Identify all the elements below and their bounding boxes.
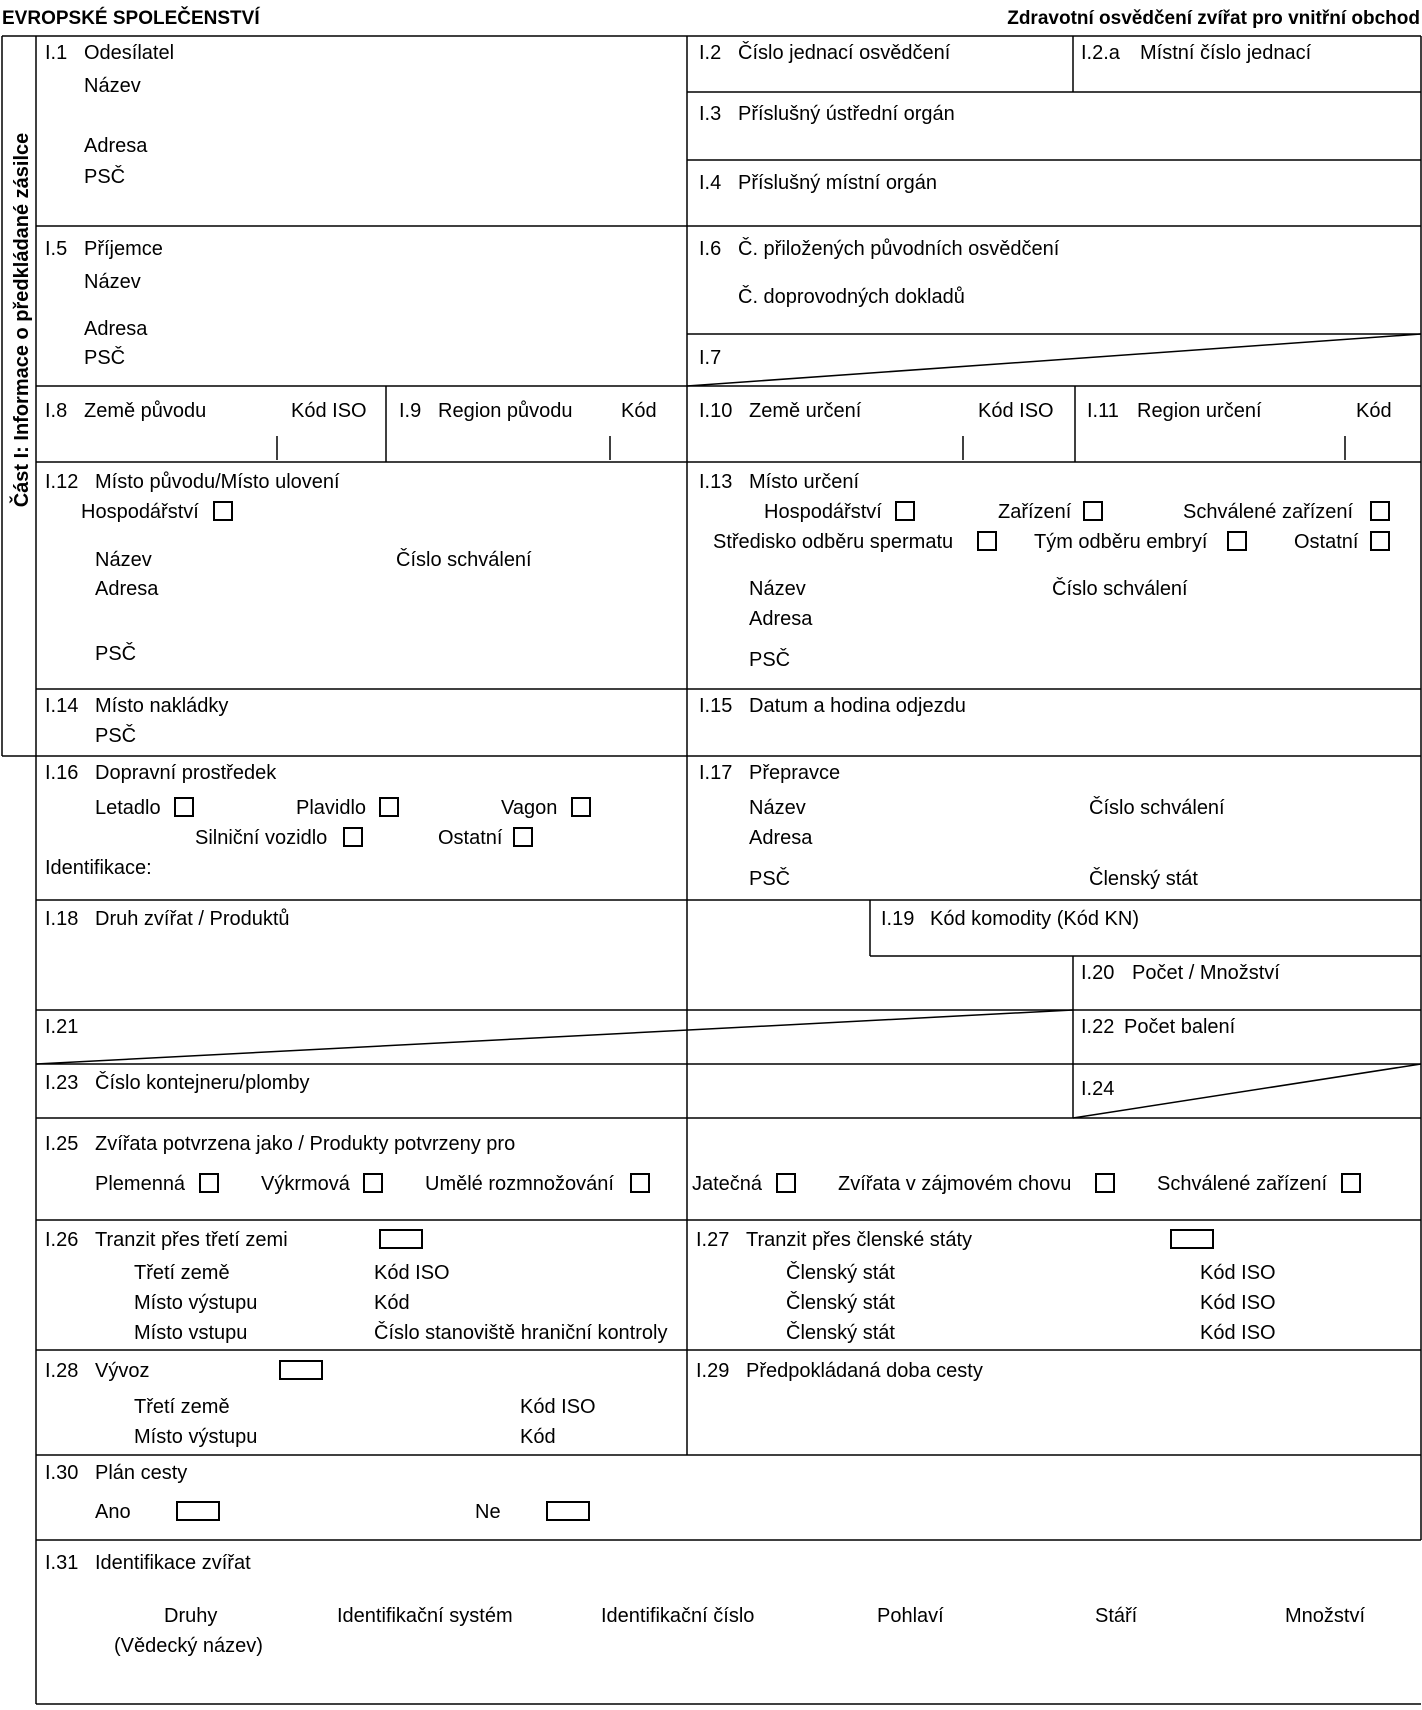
- field-label: Členský stát: [786, 1322, 895, 1344]
- field-label: Identifikace:: [45, 857, 152, 879]
- field-num: I.22: [1081, 1016, 1115, 1038]
- field-num: I.1: [45, 42, 68, 64]
- field-label: Adresa: [95, 578, 159, 600]
- field-label: Středisko odběru spermatu: [713, 531, 954, 553]
- field-label: Kód ISO: [291, 400, 367, 422]
- field-num: I.29: [696, 1360, 730, 1382]
- field-num: I.3: [699, 103, 722, 125]
- column-header: Identifikační číslo: [601, 1605, 755, 1627]
- field-label: Schválené zařízení: [1183, 501, 1354, 523]
- approved-facility-checkbox[interactable]: [1370, 501, 1390, 521]
- field-label: Kód: [520, 1426, 556, 1448]
- field-title: Zvířata potvrzena jako / Produkty potvrzeny pro: [95, 1133, 516, 1155]
- field-label: Ostatní: [1294, 531, 1359, 553]
- field-num: I.6: [699, 238, 722, 260]
- field-label: Číslo schválení: [1052, 578, 1188, 600]
- field-title: Druh zvířat / Produktů: [95, 908, 290, 930]
- field-title: Datum a hodina odjezdu: [749, 695, 966, 717]
- field-title: Příslušný místní orgán: [738, 172, 937, 194]
- field-label: Třetí země: [134, 1262, 230, 1284]
- field-label: Kód ISO: [520, 1396, 596, 1418]
- column-header: Stáří: [1095, 1605, 1138, 1627]
- field-title: Číslo kontejneru/plomby: [95, 1072, 310, 1094]
- fattening-checkbox[interactable]: [363, 1173, 383, 1193]
- field-title: Předpokládaná doba cesty: [746, 1360, 983, 1382]
- field-label: Ostatní: [438, 827, 503, 849]
- field-label: Tým odběru embryí: [1034, 531, 1208, 553]
- field-num: I.15: [699, 695, 733, 717]
- field-num: I.30: [45, 1462, 79, 1484]
- field-label: Zařízení: [998, 501, 1072, 523]
- field-title: Region určení: [1137, 400, 1262, 422]
- field-label: Kód ISO: [1200, 1322, 1276, 1344]
- breeding-checkbox[interactable]: [199, 1173, 219, 1193]
- field-title: Kód komodity (Kód KN): [930, 908, 1139, 930]
- field-label: PSČ: [749, 649, 791, 671]
- field-label: Název: [84, 271, 141, 293]
- field-label: Název: [749, 797, 806, 819]
- field-label: Zvířata v zájmovém chovu: [838, 1173, 1072, 1195]
- field-title: Země určení: [749, 400, 862, 422]
- field-label: Adresa: [84, 318, 148, 340]
- field-label: Místo výstupu: [134, 1292, 258, 1314]
- artificial-reproduction-checkbox[interactable]: [630, 1173, 650, 1193]
- field-label: Č. doprovodných dokladů: [738, 286, 965, 308]
- column-header: Druhy: [164, 1605, 218, 1627]
- field-num: I.16: [45, 762, 79, 784]
- field-title: Tranzit přes třetí zemi: [95, 1229, 288, 1251]
- field-num: I.13: [699, 471, 733, 493]
- column-header: (Vědecký název): [114, 1635, 263, 1657]
- header-right: Zdravotní osvědčení zvířat pro vnitřní obchod: [1007, 8, 1420, 29]
- embryo-team-checkbox[interactable]: [1227, 531, 1247, 551]
- field-label: Místo výstupu: [134, 1426, 258, 1448]
- journey-log-no-box[interactable]: [546, 1501, 590, 1521]
- export-box[interactable]: [279, 1360, 323, 1380]
- wagon-checkbox[interactable]: [571, 797, 591, 817]
- other-transport-checkbox[interactable]: [513, 827, 533, 847]
- field-label: Členský stát: [786, 1292, 895, 1314]
- field-num: I.5: [45, 238, 68, 260]
- field-title: Plán cesty: [95, 1462, 188, 1484]
- field-label: Letadlo: [95, 797, 161, 819]
- field-label: Název: [95, 549, 152, 571]
- field-num: I.18: [45, 908, 79, 930]
- field-title: Dopravní prostředek: [95, 762, 277, 784]
- field-num: I.10: [699, 400, 733, 422]
- other-dest-checkbox[interactable]: [1370, 531, 1390, 551]
- holding-checkbox[interactable]: [213, 501, 233, 521]
- field-title: Místo původu/Místo ulovení: [95, 471, 340, 493]
- field-label: Třetí země: [134, 1396, 230, 1418]
- field-label: Adresa: [84, 135, 148, 157]
- field-num: I.19: [881, 908, 915, 930]
- field-label: Číslo schválení: [1089, 797, 1225, 819]
- field-label: Kód ISO: [978, 400, 1054, 422]
- field-label: Kód ISO: [374, 1262, 450, 1284]
- field-label: Plemenná: [95, 1173, 186, 1195]
- field-label: Adresa: [749, 608, 813, 630]
- field-num: I.2: [699, 42, 722, 64]
- field-label: Kód: [621, 400, 657, 422]
- field-label: Kód ISO: [1200, 1292, 1276, 1314]
- field-num: I.11: [1087, 400, 1119, 422]
- journey-log-yes-box[interactable]: [176, 1501, 220, 1521]
- field-title: Místní číslo jednací: [1140, 42, 1312, 64]
- field-num: I.21: [45, 1016, 79, 1038]
- field-title: Odesílatel: [84, 42, 175, 64]
- field-label: PSČ: [84, 347, 126, 369]
- field-label: Ano: [95, 1501, 131, 1523]
- field-label: Název: [749, 578, 806, 600]
- field-num: I.20: [1081, 962, 1115, 984]
- field-title: Region původu: [438, 400, 573, 422]
- field-label: Výkrmová: [261, 1173, 350, 1195]
- holding-dest-checkbox[interactable]: [895, 501, 915, 521]
- field-num: I.26: [45, 1229, 79, 1251]
- column-header: Identifikační systém: [337, 1605, 513, 1627]
- transit-third-country-box[interactable]: [379, 1229, 423, 1249]
- field-label: Hospodářství: [81, 501, 199, 523]
- field-label: Kód: [374, 1292, 410, 1314]
- field-label: Číslo stanoviště hraniční kontroly: [374, 1322, 668, 1344]
- field-title: Přepravce: [749, 762, 841, 784]
- field-label: PSČ: [95, 643, 137, 665]
- field-num: I.27: [696, 1229, 730, 1251]
- ship-checkbox[interactable]: [379, 797, 399, 817]
- column-header: Pohlaví: [877, 1605, 944, 1627]
- field-num: I.14: [45, 695, 79, 717]
- part-label: Část I: Informace o předkládané zásilce: [11, 132, 33, 508]
- field-title: Příslušný ústřední orgán: [738, 103, 955, 125]
- field-label: Ne: [475, 1501, 501, 1523]
- field-num: I.12: [45, 471, 79, 493]
- field-label: Schválené zařízení: [1157, 1173, 1328, 1195]
- field-label: Plavidlo: [296, 797, 367, 819]
- field-title: Počet balení: [1124, 1016, 1236, 1038]
- field-label: Název: [84, 75, 141, 97]
- field-num: I.23: [45, 1072, 79, 1094]
- plane-checkbox[interactable]: [174, 797, 194, 817]
- field-label: Adresa: [749, 827, 813, 849]
- field-label: Kód ISO: [1200, 1262, 1276, 1284]
- semen-centre-checkbox[interactable]: [977, 531, 997, 551]
- field-num: I.28: [45, 1360, 79, 1382]
- field-num: I.8: [45, 400, 68, 422]
- field-label: PSČ: [749, 868, 791, 890]
- field-label: PSČ: [95, 725, 137, 747]
- field-num: I.7: [699, 347, 722, 369]
- field-title: Počet / Množství: [1132, 962, 1280, 984]
- road-vehicle-checkbox[interactable]: [343, 827, 363, 847]
- field-label: Jatečná: [692, 1173, 763, 1195]
- field-label: Číslo schválení: [396, 549, 532, 571]
- field-label: Umělé rozmnožování: [425, 1173, 614, 1195]
- field-num: I.31: [45, 1552, 79, 1574]
- field-title: Místo určení: [749, 471, 860, 493]
- field-num: I.4: [699, 172, 722, 194]
- field-label: PSČ: [84, 166, 126, 188]
- field-label: Silniční vozidlo: [195, 827, 328, 849]
- field-title: Vývoz: [95, 1360, 150, 1382]
- field-num: I.2.a: [1081, 42, 1120, 64]
- facility-checkbox[interactable]: [1083, 501, 1103, 521]
- field-label: Členský stát: [1089, 868, 1198, 890]
- field-label: Místo vstupu: [134, 1322, 248, 1344]
- field-label: Členský stát: [786, 1262, 895, 1284]
- field-title: Tranzit přes členské státy: [746, 1229, 973, 1251]
- field-title: Místo nakládky: [95, 695, 229, 717]
- field-num: I.17: [699, 762, 733, 784]
- transit-member-states-box[interactable]: [1170, 1229, 1214, 1249]
- field-label: Hospodářství: [764, 501, 882, 523]
- header-left: EVROPSKÉ SPOLEČENSTVÍ: [2, 8, 260, 29]
- field-title: Číslo jednací osvědčení: [738, 42, 951, 64]
- field-title: Identifikace zvířat: [95, 1552, 251, 1574]
- field-title: Země původu: [84, 400, 207, 422]
- pets-checkbox[interactable]: [1095, 1173, 1115, 1193]
- field-title: Č. přiložených původních osvědčení: [738, 238, 1060, 260]
- field-label: Vagon: [501, 797, 558, 819]
- field-title: Příjemce: [84, 238, 163, 260]
- slaughter-checkbox[interactable]: [776, 1173, 796, 1193]
- field-label: Kód: [1356, 400, 1392, 422]
- field-num: I.24: [1081, 1078, 1115, 1100]
- approved-body-checkbox[interactable]: [1341, 1173, 1361, 1193]
- field-num: I.9: [399, 400, 422, 422]
- field-num: I.25: [45, 1133, 79, 1155]
- column-header: Množství: [1285, 1605, 1366, 1627]
